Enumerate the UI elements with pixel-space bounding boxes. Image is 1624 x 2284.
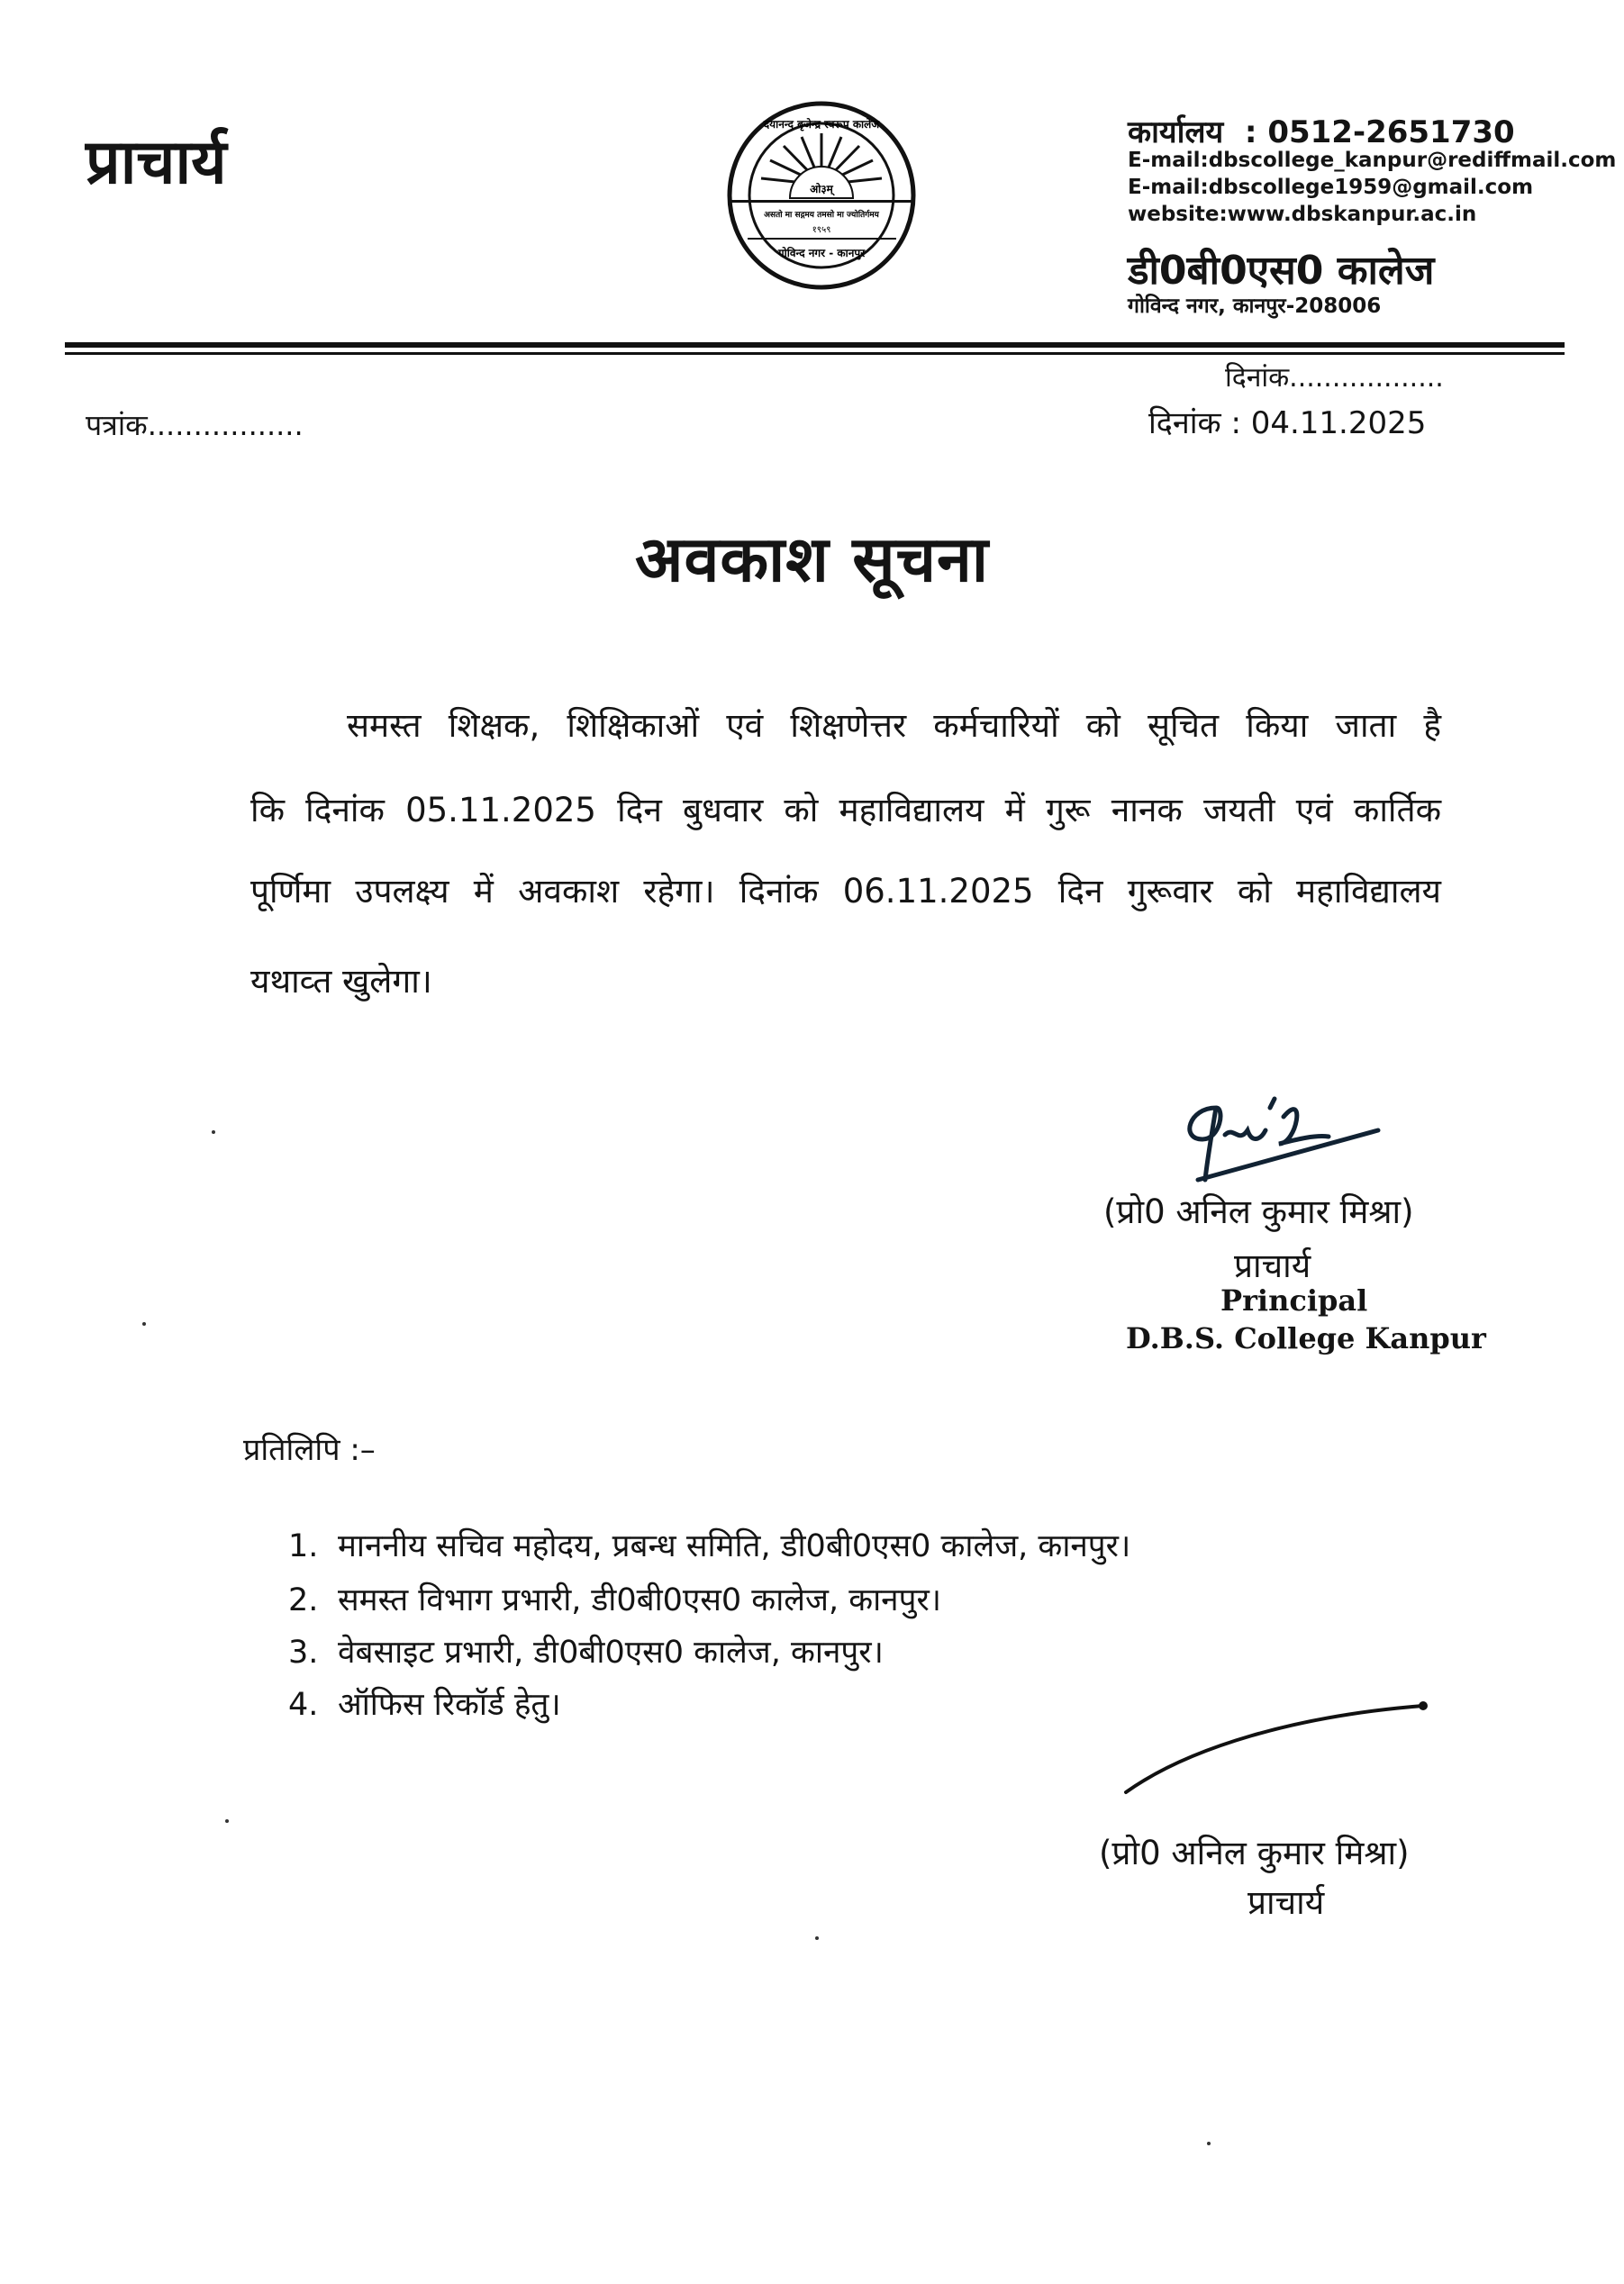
svg-text:गोविन्द नगर - कानपुर: गोविन्द नगर - कानपुर [777,247,866,259]
svg-text:दयानन्द बृजेन्द्र स्वरूप कालेज: दयानन्द बृजेन्द्र स्वरूप कालेज [763,118,880,131]
item-number: 3. [288,1635,319,1671]
item-number: 4. [288,1687,319,1723]
speck [815,1936,819,1940]
email-rediffmail: E-mail:dbscollege_kanpur@rediffmail.com [1128,149,1617,172]
date-printed-label: दिनांक.................. [1225,362,1444,394]
signature-image [1162,1090,1396,1184]
signatory-designation: प्राचार्य [1234,1246,1311,1285]
body-line: पूर्णिमा उपलक्ष्य में अवकाश रहेगा। दिनांक 06.11.2025 दिन गुरूवार को महाविद्यालय [250,872,1441,911]
website: website:www.dbskanpur.ac.in [1128,203,1477,226]
copy-list-item [288,1578,941,1620]
office-phone: कार्यालय : 0512-2651730 [1128,114,1515,150]
college-address: गोविन्द नगर, कानपुर-208006 [1128,295,1382,318]
signatory2-name: (प्रो0 अनिल कुमार मिश्रा) [1099,1834,1410,1872]
stamp-principal: Principal [1220,1283,1368,1318]
item-text: समस्त विभाग प्रभारी, डी0बी0एस0 कालेज, कानपुर। [338,1582,942,1618]
stamp-college: D.B.S. College Kanpur [1126,1321,1486,1355]
reference-number: पत्रांक................. [86,408,304,442]
email-gmail: E-mail:dbscollege1959@gmail.com [1128,176,1534,199]
notice-title: अवकाश सूचना [634,522,989,596]
svg-text:असतो मा सद्गमय तमसो मा ज्योतिर: असतो मा सद्गमय तमसो मा ज्योतिर्गमय [764,211,879,220]
body-line: समस्त शिक्षक, शिक्षिकाओं एवं शिक्षणेत्तर कर्मचारियों को सूचित किया जाता है [347,706,1441,745]
item-text: ऑफिस रिकॉर्ड हेतु। [338,1687,561,1723]
speck [212,1130,215,1134]
signatory-name: (प्रो0 अनिल कुमार मिश्रा) [1103,1192,1414,1231]
item-text: माननीय सचिव महोदय, प्रबन्ध समिति, डी0बी0एस0 कालेज, कानपुर। [338,1528,1131,1564]
svg-text:१९५९: १९५९ [812,225,831,235]
signatory2-designation: प्राचार्य [1247,1883,1325,1922]
copy-list-item [288,1524,1130,1566]
copy-list-item [288,1682,561,1725]
college-seal-logo [725,99,919,293]
header-rule-thick [65,342,1565,348]
copy-list-item [288,1630,884,1672]
speck [1207,2142,1211,2145]
body-line: कि दिनांक 05.11.2025 दिन बुधवार को महाविद्यालय में गुरू नानक जयती एवं कार्तिक [250,791,1441,829]
copy-to-label: प्रतिलिपि :– [243,1432,376,1468]
item-text: वेबसाइट प्रभारी, डी0बी0एस0 कालेज, कानपुर। [338,1635,884,1671]
speck [225,1819,229,1823]
speck [142,1322,146,1326]
svg-text:ओ३म्: ओ३म् [810,183,833,195]
body-line: यथाव्त खुलेगा। [250,962,432,1001]
header-rule-thin [65,352,1565,355]
letter-date: दिनांक : 04.11.2025 [1148,405,1427,441]
signature-stroke [1117,1693,1432,1801]
item-number: 2. [288,1582,319,1618]
office-title: प्राचार्य [86,127,227,198]
college-name: डी0बी0एस0 कालेज [1128,248,1435,294]
item-number: 1. [288,1528,319,1564]
